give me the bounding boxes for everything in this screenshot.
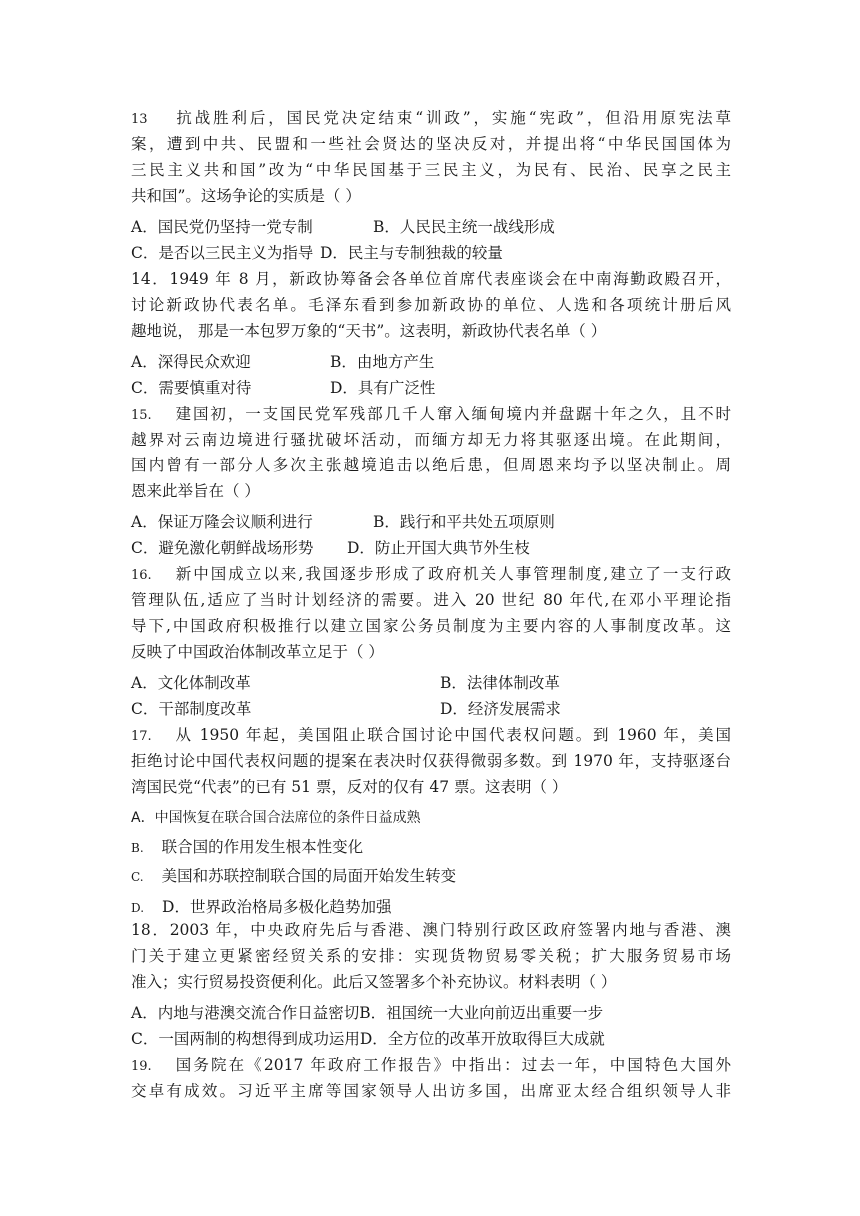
question-17-line-1 bbox=[131, 725, 731, 747]
question-text: 抗战胜利后，国民党决定结束“训政”，实施“宪政”，但沿用原宪法草 bbox=[173, 109, 731, 127]
question-number: 13 bbox=[131, 112, 148, 127]
question-19-line-1 bbox=[131, 1055, 731, 1077]
question-13-line-1 bbox=[131, 108, 731, 130]
question-14-line-2: 讨论新政协代表名单。毛泽东看到参加新政协的单位、人选和各项统计册后风 bbox=[131, 296, 731, 314]
question-17-line-2: 拒绝讨论中国代表权问题的提案在表决时仅获得微弱多数。到 1970 年，支持驱逐台 bbox=[131, 752, 731, 770]
option-c: C．避免激化朝鲜战场形势 bbox=[131, 539, 314, 557]
option-b: B．祖国统一大业向前迈出重要一步 bbox=[359, 1004, 604, 1022]
option-a: A．保证万隆会议顺利进行 bbox=[131, 513, 313, 531]
question-19-line-2: 交卓有成效。习近平主席等国家领导人出访多国，出席亚太经合组织领导人非 bbox=[131, 1082, 731, 1100]
question-number: 18． bbox=[131, 921, 170, 939]
question-number: 17. bbox=[131, 729, 152, 744]
option-prefix: D. bbox=[131, 901, 145, 915]
option-prefix: B. bbox=[131, 841, 144, 855]
question-13-line-2: 案，遭到中共、民盟和一些社会贤达的坚决反对，并提出将“中华民国国体为 bbox=[131, 135, 731, 153]
option-text: D．世界政治格局多极化趋势加强 bbox=[162, 898, 392, 916]
question-15-line-1 bbox=[131, 404, 731, 426]
question-14-line-3: 趣地说， 那是一本包罗万象的“天书”。这表明，新政协代表名单（ ） bbox=[131, 322, 607, 340]
question-text: 1949 年 8 月，新政协筹备会各单位首席代表座谈会在中南海勤政殿召开， bbox=[169, 270, 731, 288]
option-b: B．人民民主统一战线形成 bbox=[373, 218, 555, 236]
option-prefix: C. bbox=[131, 870, 144, 884]
option-d: D．经济发展需求 bbox=[440, 700, 561, 718]
option-d: D．民主与专制独裁的较量 bbox=[320, 244, 503, 262]
option-b bbox=[131, 837, 363, 858]
question-18-line-2: 门关于建立更紧密经贸关系的安排：实现货物贸易零关税；扩大服务贸易市场 bbox=[131, 947, 731, 965]
option-c bbox=[131, 866, 456, 887]
question-14-line-1 bbox=[131, 269, 731, 289]
question-number: 16. bbox=[131, 568, 152, 583]
question-number: 19. bbox=[131, 1059, 152, 1074]
option-a: A．内地与港澳交流合作日益密切 bbox=[131, 1004, 360, 1022]
option-d: D．防止开国大典节外生枝 bbox=[347, 539, 530, 557]
option-c: C．干部制度改革 bbox=[131, 700, 252, 718]
question-text: 国务院在《2017 年政府工作报告》中指出：过去一年，中国特色大国外 bbox=[173, 1056, 731, 1074]
option-c-d-row bbox=[131, 1029, 605, 1049]
option-a: A．文化体制改革 bbox=[131, 674, 251, 692]
question-number: 14． bbox=[131, 270, 170, 288]
question-18-line-3: 准入；实行贸易投资便利化。此后又签署多个补充协议。材料表明（ ） bbox=[131, 973, 617, 991]
question-13-line-3: 三民主义共和国”改为“中华民国基于三民主义，为民有、民治、民享之民主 bbox=[131, 161, 731, 179]
question-16-line-3: 导下,中国政府积极推行以建立国家公务员制度为主要内容的人事制度改革。这 bbox=[131, 617, 731, 635]
option-text: 美国和苏联控制联合国的局面开始发生转变 bbox=[161, 867, 457, 885]
option-b: B．法律体制改革 bbox=[440, 674, 560, 692]
question-18-line-1 bbox=[131, 920, 731, 940]
question-number: 15. bbox=[131, 408, 152, 423]
question-text: 新中国成立以来,我国逐步形成了政府机关人事管理制度,建立了一支行政 bbox=[173, 565, 731, 583]
option-c: C．是否以三民主义为指导 bbox=[131, 244, 314, 262]
question-13-line-4: 共和国”。这场争论的实质是（ ） bbox=[131, 187, 361, 205]
option-text: 联合国的作用发生根本性变化 bbox=[161, 838, 364, 856]
option-a-b-row bbox=[131, 1003, 603, 1023]
option-a: A．国民党仍坚持一党专制 bbox=[131, 218, 313, 236]
question-15-line-4: 恩来此举旨在（ ） bbox=[131, 482, 260, 500]
option-b: B．践行和平共处五项原则 bbox=[373, 513, 555, 531]
question-text: 建国初，一支国民党军残部几千人窜入缅甸境内并盘踞十年之久，且不时 bbox=[173, 405, 731, 423]
option-d: D．具有广泛性 bbox=[330, 379, 436, 397]
question-16-line-4: 反映了中国政治体制改革立足于（ ） bbox=[131, 643, 384, 661]
option-c: C．一国两制的构想得到成功运用 bbox=[131, 1030, 360, 1048]
question-17-line-3: 湾国民党“代表”的已有 51 票，反对的仅有 47 票。这表明（ ） bbox=[131, 778, 568, 796]
question-15-line-3: 国内曾有一部分人多次主张越境追击以绝后患，但周恩来均予以坚决制止。周 bbox=[131, 456, 731, 474]
question-15-line-2: 越界对云南边境进行骚扰破坏活动，而缅方却无力将其驱逐出境。在此期间， bbox=[131, 431, 731, 449]
option-d bbox=[131, 897, 391, 918]
question-16-line-1 bbox=[131, 564, 731, 586]
option-a: A．深得民众欢迎 bbox=[131, 353, 251, 371]
option-b: B．由地方产生 bbox=[330, 353, 435, 371]
question-16-line-2: 管理队伍,适应了当时计划经济的需要。进入 20 世纪 80 年代,在邓小平理论指 bbox=[131, 591, 731, 609]
option-c: C．需要慎重对待 bbox=[131, 379, 252, 397]
question-text: 从 1950 年起，美国阻止联合国讨论中国代表权问题。到 1960 年，美国 bbox=[173, 726, 731, 744]
option-a: A．中国恢复在联合国合法席位的条件日益成熟 bbox=[131, 810, 421, 826]
option-d: D．全方位的改革开放取得巨大成就 bbox=[359, 1030, 605, 1048]
question-text: 2003 年，中央政府先后与香港、澳门特别行政区政府签署内地与香港、澳 bbox=[169, 921, 731, 939]
